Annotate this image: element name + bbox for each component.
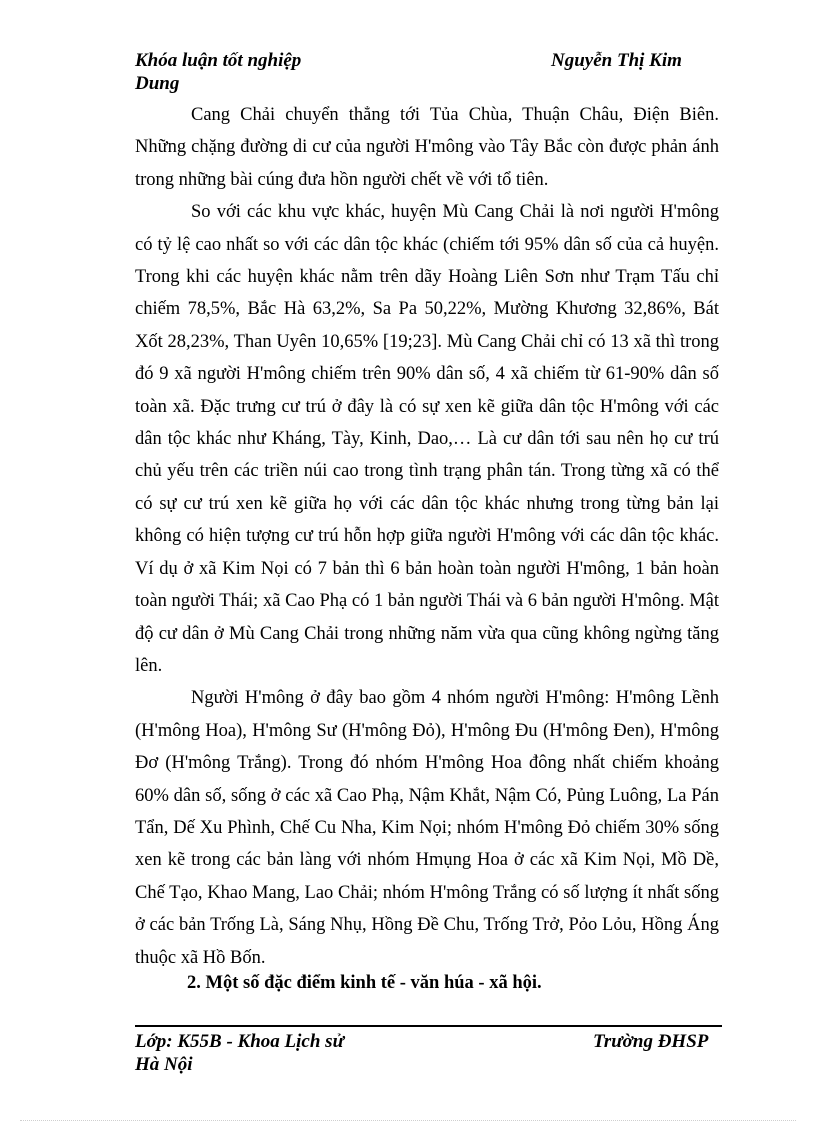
footer-class: Lớp: K55B - Khoa Lịch sử bbox=[135, 1031, 344, 1052]
header-author: Nguyễn Thị Kim bbox=[551, 50, 682, 71]
page-header bbox=[135, 49, 719, 95]
paragraph-2: So với các khu vực khác, huyện Mù Cang Chải là nơi người H'mông có tỷ lệ cao nhất so với các dân tộc khác (chiếm tới 95% dân số của cả huyện. Trong khi các huyện khác nằm trên dãy Hoàng Liên Sơn như Trạm Tấu chỉ chiếm 78,5%, Bắc Hà 63,2%, Sa Pa 50,22%, Mường Khương 32,86%, Bát Xốt 28,23%, Than Uyên 10,65% [19;23]. Mù Cang Chải chỉ có 13 xã thì trong đó 9 xã người H'mông chiếm trên 90% dân số, 4 xã chiếm từ 61-90% dân số toàn xã. Đặc trưng cư trú ở đây là có sự xen kẽ giữa dân tộc H'mông với các dân tộc khác như Kháng, Tày, Kinh, Dao,… Là cư dân tới sau nên họ cư trú chủ yếu trên các triền núi cao trong tình trạng phân tán. Trong từng xã có thể có sự cư trú xen kẽ giữa họ với các dân tộc khác nhưng trong từng bản lại không có hiện tượng cư trú hỗn hợp giữa người H'mông với các dân tộc khác. Ví dụ ở xã Kim Nọi có 7 bản thì 6 bản hoàn toàn người H'mông, 1 bản hoàn toàn người Thái; xã Cao Phạ có 1 bản người Thái và 6 bản người H'mông. Mật độ cư dân ở Mù Cang Chải trong những năm vừa qua cũng không ngừng tăng lên. bbox=[135, 202, 719, 676]
header-title-continuation: Dung bbox=[135, 73, 180, 94]
footer-divider bbox=[135, 1025, 722, 1027]
page-footer bbox=[135, 1030, 719, 1076]
document-body bbox=[135, 99, 719, 974]
page-edge-divider bbox=[20, 1120, 796, 1121]
footer-class-continuation: Hà Nội bbox=[135, 1054, 193, 1075]
paragraph-1: Cang Chải chuyển thẳng tới Tủa Chùa, Thuận Châu, Điện Biên. Những chặng đường di cư của người H'mông vào Tây Bắc còn được phản ánh trong những bài cúng đưa hồn người chết về với tổ tiên. bbox=[135, 105, 719, 190]
footer-school: Trường ĐHSP bbox=[593, 1031, 709, 1052]
paragraph-3: Người H'mông ở đây bao gồm 4 nhóm người H'mông: H'mông Lềnh (H'mông Hoa), H'mông Sư (H'mông Đỏ), H'mông Đu (H'mông Đen), H'mông Đơ (H'mông Trắng). Trong đó nhóm H'mông Hoa đông nhất chiếm khoảng 60% dân số, sống ở các xã Cao Phạ, Nậm Khắt, Nậm Có, Pủng Luông, La Pán Tẩn, Dế Xu Phình, Chế Cu Nha, Kim Nọi; nhóm H'mông Đỏ chiếm 30% sống xen kẽ trong các bản làng với nhóm Hmụng Hoa ở các xã Kim Nọi, Mồ Dề, Chế Tạo, Khao Mang, Lao Chải; nhóm H'mông Trắng có số lượng ít nhất sống ở các bản Trống Là, Sáng Nhụ, Hồng Đề Chu, Trống Trở, Pỏo Lỏu, Hồng Áng thuộc xã Hồ Bốn. bbox=[135, 688, 719, 968]
header-title: Khóa luận tốt nghiệp bbox=[135, 50, 302, 71]
section-heading: 2. Một số đặc điểm kinh tế - văn húa - xã hội. bbox=[187, 973, 542, 993]
